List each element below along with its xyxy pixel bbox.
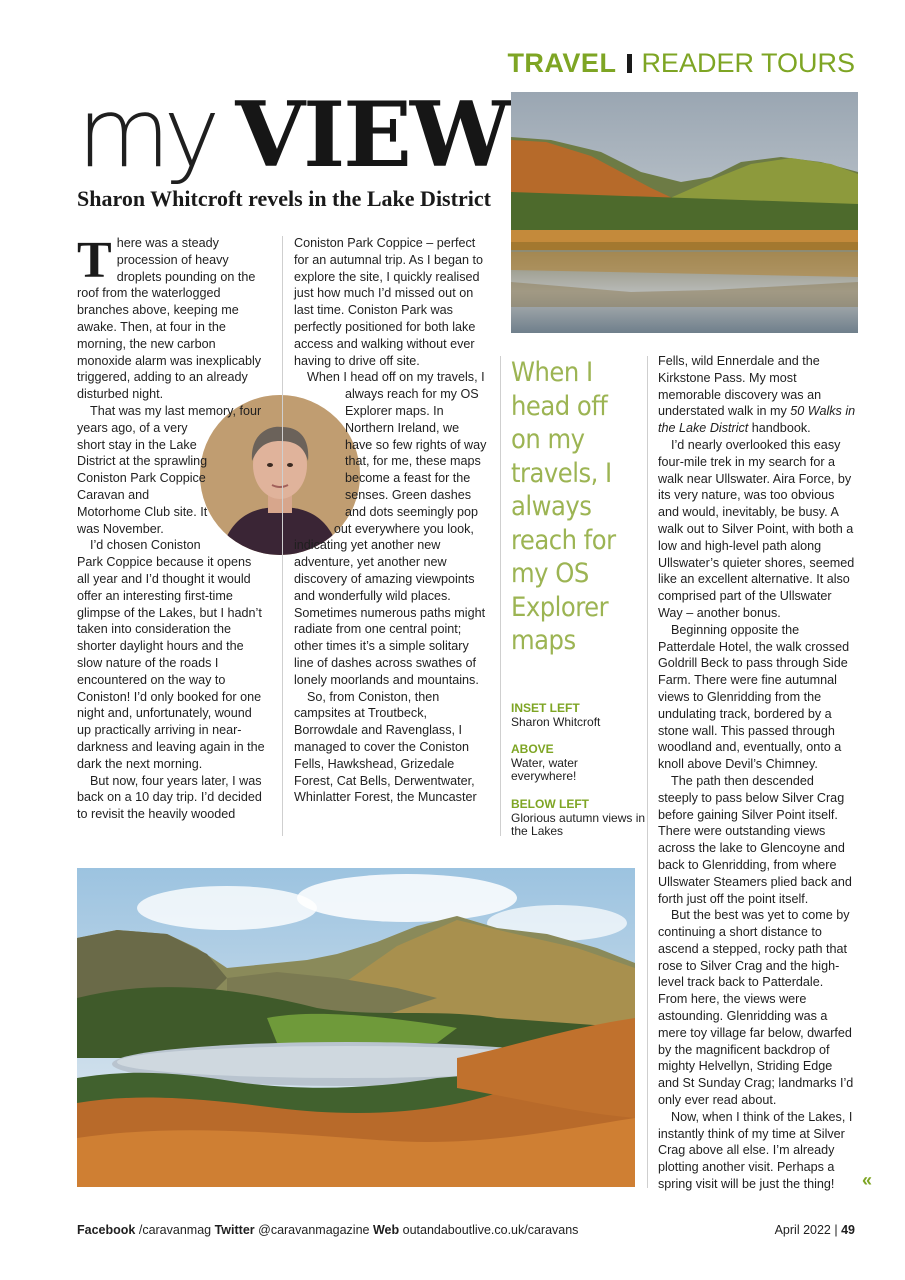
section-header [507, 46, 855, 80]
column-divider [500, 356, 501, 836]
caption-text: Glorious autumn views in the Lakes [511, 810, 646, 839]
twitter-handle: @caravanmagazine [258, 1223, 370, 1237]
footer-social [77, 1223, 578, 1237]
book-title: 50 Walks in the Lake District [658, 404, 856, 436]
issue-date: April 2022 [774, 1223, 831, 1237]
drop-cap: T [77, 232, 112, 289]
caption-text: Sharon Whitcroft [511, 714, 601, 729]
subsection-label: READER TOURS [641, 48, 855, 78]
web-label: Web [372, 1223, 400, 1237]
caption-heading: ABOVE [511, 742, 554, 757]
article-subtitle: Sharon Whitcroft revels in the Lake District [77, 186, 491, 211]
article-column-4 [658, 353, 856, 1193]
article-paragraph: Fells, wild Ennerdale and the Kirkstone Pass. My most memorable discovery was an understated walk in my 50 Walks in the Lake District handbook. [658, 354, 856, 436]
caption [511, 798, 646, 839]
article-paragraph: So, from Coniston, then campsites at Troutbeck, Borrowdale and Ravenglass, I managed to cover the Coniston Fells, Hawkshead, Grizedale Forest, Cat Bells, Derwentwater, Whinlatter Forest, the Muncaster [294, 689, 477, 805]
autumn-lake-illustration [77, 868, 635, 1187]
twitter-label: Twitter [214, 1223, 255, 1237]
web-url: outandaboutlive.co.uk/caravans [402, 1223, 579, 1237]
caption [511, 702, 646, 729]
article-paragraph: Now, when I think of the Lakes, I instantly think of my time at Silver Crag above all else. I’m already plotting another visit. Perhaps a spring visit will be just the thing! [658, 1109, 853, 1192]
section-divider [627, 54, 632, 73]
title-light: my [77, 77, 214, 189]
article-paragraph: There was a steady procession of heavy droplets pounding on the roof from the waterlogged branches above, keeping me awake. Then, at four in the morning, the new carbon monoxide alarm was inexplicably triggered, adding to an already disturbed night. [77, 232, 262, 402]
article-paragraph: I’d chosen Coniston Park Coppice because it opens all year and I’d thought it would offer an interesting first-time glimpse of the Lakes, but I hadn’t taken into consideration the shorter daylight hours and the slow nature of the roads I encountered on the way to Coniston! I’d only booked for one night and, unfortunately, wound up practically arriving in near-darkness and leaving again in the dark the next morning. [77, 538, 265, 771]
article-paragraph: Coniston Park Coppice – perfect for an autumnal trip. As I began to explore the site, I quickly realised just how much I’d missed out on last time. Coniston Park was perfectly positioned for both lake access and walking without ever having to drive off site. [294, 236, 484, 368]
article-paragraph: Beginning opposite the Patterdale Hotel, the walk crossed Goldrill Beck to pass through Side Farm. There were fine autumnal views to Glenridding from the undulating track, bordered by a stone wall. This passed through woodland and, eventually, onto a knoll above Devil’s Chimney. [658, 622, 850, 772]
section-label: TRAVEL [507, 48, 617, 78]
article-paragraph: I’d nearly overlooked this easy four-mile trek in my search for a walk near Ullswater. Aira Force, by its very nature, was too obvious and would, inevitably, be busy. A walk out to Silver Point, with both a low and high-level path along Ullswater’s quieter shores, seemed like an excellent alternative. It also comprised part of the Ullswater Way – another bonus. [658, 437, 855, 620]
caption [511, 743, 646, 784]
caption-heading: BELOW LEFT [511, 796, 589, 811]
page-number: 49 [841, 1223, 855, 1237]
article-paragraph: The path then descended steeply to pass below Silver Crag before gaining Silver Point itself. There were outstanding views across the lake to Glencoyne and back to Glenridding, from where Ullswater Steamers plied back and forth just off the point itself. [658, 773, 852, 906]
article-paragraph: That was my last memory, four years ago, of a very short stay in the Lake District at the sprawling Coniston Park Coppice Caravan and Motorhome Club site. It was November. [77, 403, 262, 536]
title-bold: VIEW [235, 82, 509, 188]
autumn-lake-photo [77, 868, 635, 1187]
article-paragraph: But the best was yet to come by continuing a short distance to ascend a stepped, rocky path that rose to Silver Crag and the high-level track back to Patterdale. From here, the views were astounding. Glenridding was a mere toy village far below, dwarfed by the magnificent backdrop of mighty Helvellyn, Striding Edge and St Sunday Crag; landmarks I’d only ever read about. [658, 908, 854, 1108]
pull-quote: When I head off on my travels, I always reach for my OS Explorer maps [511, 357, 616, 656]
facebook-label: Facebook [77, 1223, 136, 1237]
lake-reflection-illustration [511, 92, 858, 333]
article-paragraph: When I head off on my travels, I always reach for my OS Explorer maps. In Northern Ireland, we have so few rights of way that, for me, these maps become a feast for the senses. Green dashes and dots seemingly pop out everywhere you look, indicating yet another new adventure, yet another new discovery of amazing viewpoints and wonderfully wild places. Sometimes numerous paths might radiate from one central point; other times it’s a simple solitary line of dashes across swathes of lonely moorlands and mountains. [294, 370, 487, 687]
caption-heading: INSET LEFT [511, 701, 580, 715]
column-divider [647, 356, 648, 1188]
article-column-2 [294, 235, 489, 806]
footer-issue: April 2022 | 49 [774, 1223, 855, 1237]
caption-text: Water, water everywhere! [511, 755, 578, 784]
article-paragraph: But now, four years later, I was back on a 10 day trip. I’d decided to revisit the heavily wooded [77, 773, 262, 822]
lake-reflection-photo [511, 92, 858, 333]
end-of-article-mark: « [862, 1170, 873, 1190]
facebook-handle: /caravanmag [138, 1223, 212, 1237]
photo-captions [511, 702, 646, 853]
page-title [77, 78, 509, 190]
